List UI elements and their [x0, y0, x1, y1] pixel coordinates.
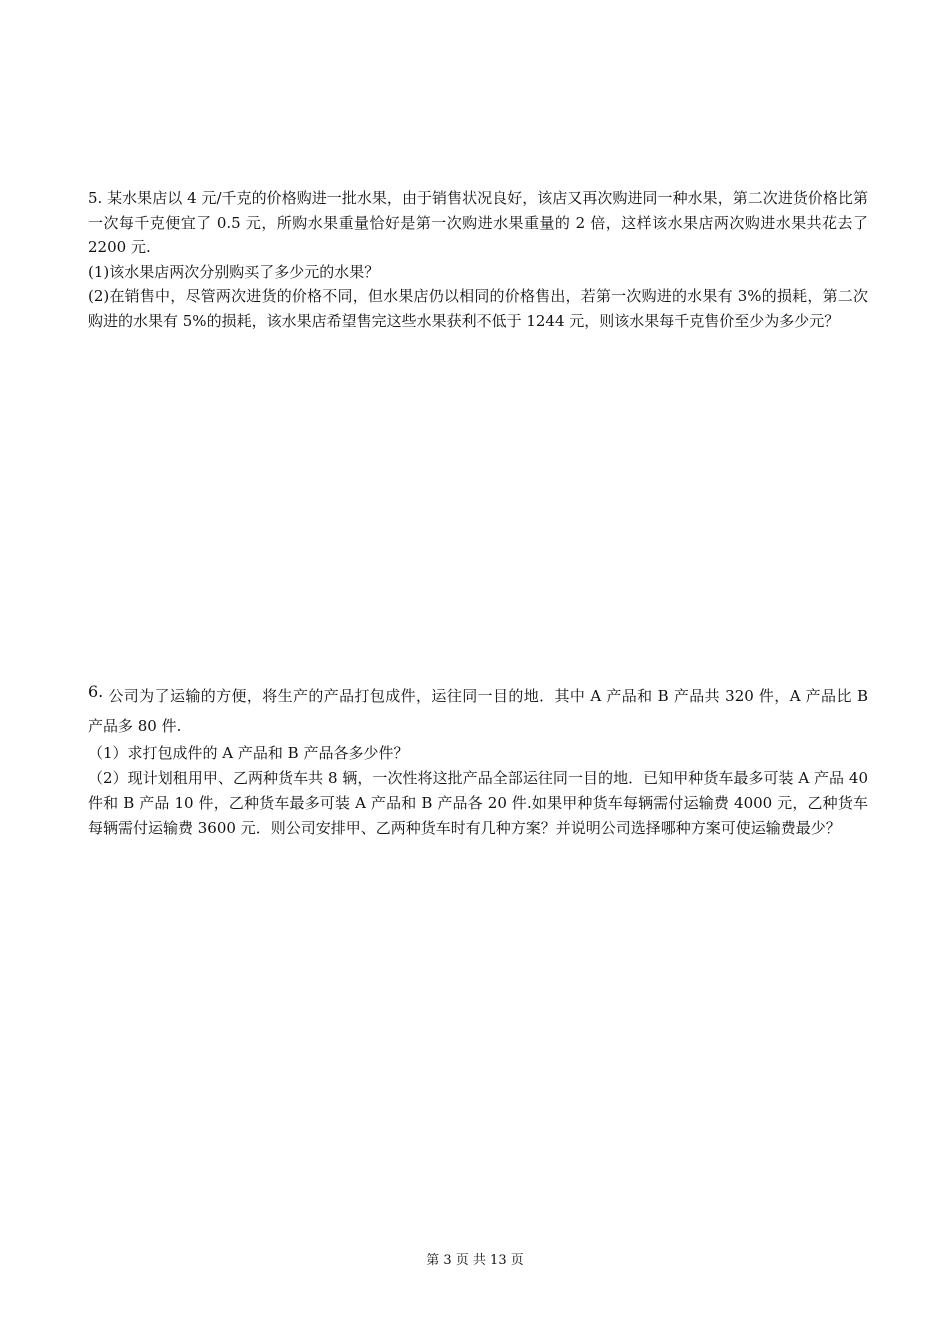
- problem-5-question-1: (1)该水果店两次分别购买了多少元的水果？: [88, 262, 380, 281]
- page-footer: 第 3 页 共 13 页: [426, 1253, 524, 1268]
- problem-6-stem: 公司为了运输的方便，将生产的产品打包成件，运往同一目的地．其中 A 产品和 B 产品共 320 件，A 产品比 B 产品多 80 件.: [88, 687, 868, 735]
- problem-6-number: 6.: [88, 682, 104, 701]
- problem-6-question-1: （1）求打包成件的 A 产品和 B 产品各多少件？: [88, 744, 409, 762]
- problem-6-stem-line: [88, 677, 868, 741]
- problem-5-question-2: (2)在销售中，尽管两次进货的价格不同，但水果店仍以相同的价格售出，若第一次购进的水果有 3%的损耗，第二次购进的水果有 5%的损耗，该水果店希望售完这些水果获利不低于 1244 元，则该水果每千克售价至少为多少元？: [88, 287, 868, 330]
- problem-6: [88, 677, 868, 841]
- problem-6-question-2: （2）现计划租用甲、乙两种货车共 8 辆，一次性将这批产品全部运往同一目的地．已知甲种货车最多可装 A 产品 40 件和 B 产品 10 件，乙种货车最多可装 A 产品和 B 产品各 20 件.如果甲种货车每辆需付运输费 4000 元，乙种货车每辆需付运输费 3600 元．则公司安排甲、乙两种货车时有几种方案？并说明公司选择哪种方案可使运输费最少？: [88, 769, 868, 837]
- problem-5: [88, 186, 868, 333]
- problem-5-stem: 5. 某水果店以 4 元/千克的价格购进一批水果，由于销售状况良好，该店又再次购进同一种水果，第二次进货价格比第一次每千克便宜了 0.5 元，所购水果重量恰好是第一次购进水果重量的 2 倍，这样该水果店两次购进水果共花去了 2200 元.: [88, 189, 868, 256]
